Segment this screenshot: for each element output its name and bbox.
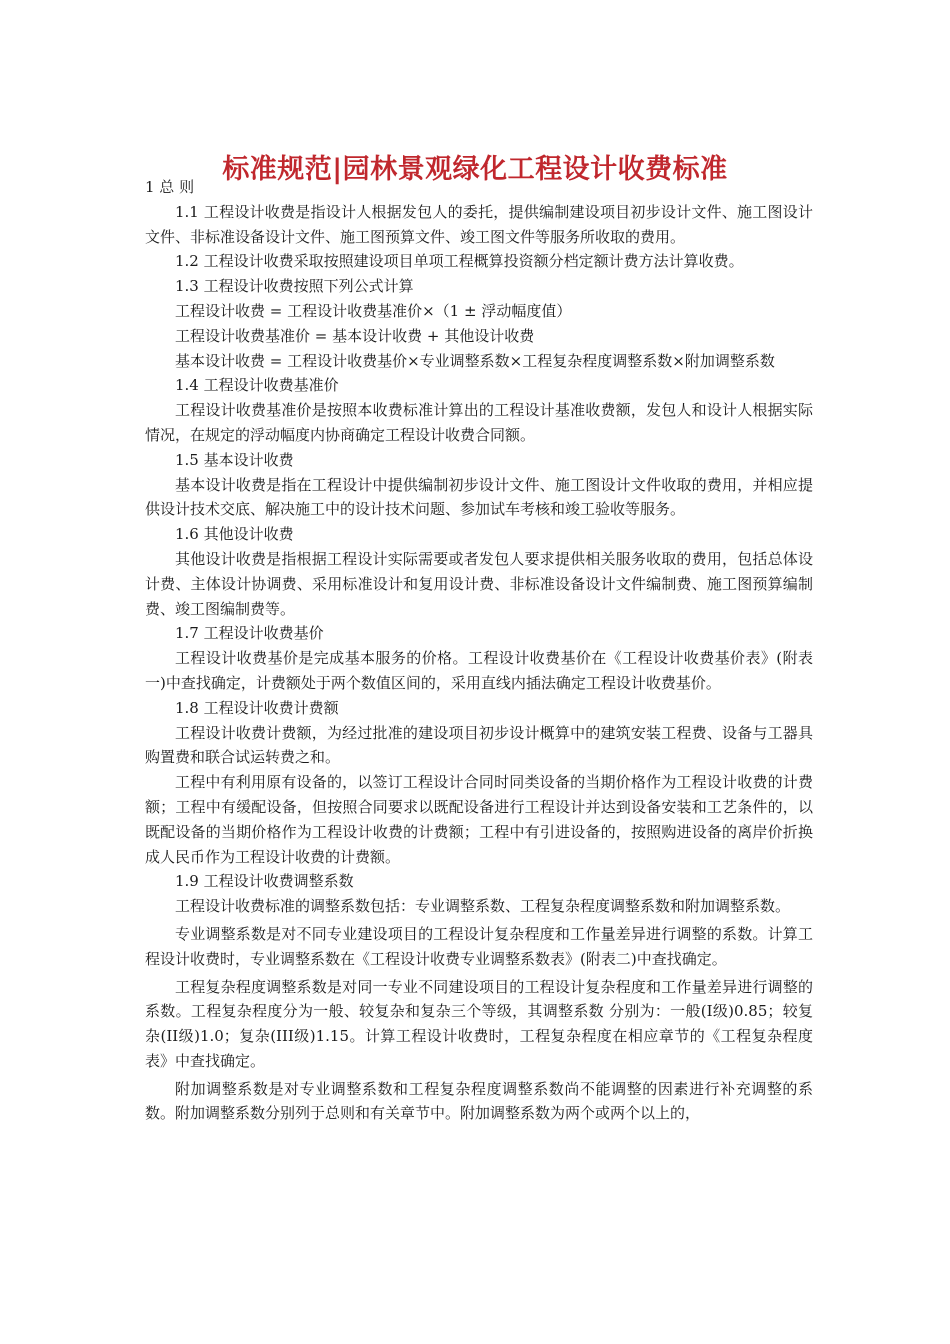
- paragraph: 1.4 工程设计收费基准价: [175, 376, 339, 395]
- paragraph: 1.7 工程设计收费基价: [175, 624, 324, 643]
- paragraph: 附加调整系数是对专业调整系数和工程复杂程度调整系数尚不能调整的因素进行补充调整的系数。附加调整系数分别列于总则和有关章节中。附加调整系数为两个或两个以上的，: [145, 1079, 813, 1123]
- paragraph: 专业调整系数是对不同专业建设项目的工程设计复杂程度和工作量差异进行调整的系数。计算工程设计收费时，专业调整系数在《工程设计收费专业调整系数表》(附表二)中查找确定。: [145, 924, 813, 968]
- document-title: 标准规范|园林景观绿化工程设计收费标准: [222, 154, 728, 186]
- paragraph: 1.2 工程设计收费采取按照建设项目单项工程概算投资额分档定额计费方法计算收费。: [175, 252, 744, 271]
- paragraph: 1.5 基本设计收费: [175, 450, 294, 469]
- paragraph: 工程复杂程度调整系数是对同一专业不同建设项目的工程设计复杂程度和工作量差异进行调整的系数。工程复杂程度分为一般、较复杂和复杂三个等级，其调整系数 分别为：一般(I级)0.85；较复杂(II级)1.0；复杂(III级)1.15。计算工程设计收费时，工程复杂程度在相应章节的《工程复杂程度表》中查找确定。: [145, 977, 813, 1070]
- paragraph: 工程设计收费 = 工程设计收费基准价×（1 ± 浮动幅度值）: [175, 301, 572, 320]
- paragraph: 1.3 工程设计收费按照下列公式计算: [175, 277, 414, 296]
- paragraph: 工程设计收费基准价 = 基本设计收费 + 其他设计收费: [175, 326, 535, 345]
- paragraph: 1 总 则: [145, 178, 195, 196]
- paragraph: 1.8 工程设计收费计费额: [175, 698, 339, 717]
- paragraph: 工程设计收费基准价是按照本收费标准计算出的工程设计基准收费额，发包人和设计人根据实际情况，在规定的浮动幅度内协商确定工程设计收费合同额。: [145, 401, 813, 444]
- paragraph: 基本设计收费是指在工程设计中提供编制初步设计文件、施工图设计文件收取的费用，并相应提供设计技术交底、解决施工中的设计技术问题、参加试车考核和竣工验收等服务。: [145, 475, 813, 519]
- paragraph: 工程设计收费标准的调整系数包括：专业调整系数、工程复杂程度调整系数和附加调整系数。: [175, 897, 791, 916]
- paragraph: 1.1 工程设计收费是指设计人根据发包人的委托，提供编制建设项目初步设计文件、施工图设计文件、非标准设备设计文件、施工图预算文件、竣工图文件等服务所收取的费用。: [145, 202, 813, 246]
- paragraph: 1.9 工程设计收费调整系数: [175, 872, 354, 891]
- paragraph: 工程设计收费计费额，为经过批准的建设项目初步设计概算中的建筑安装工程费、设备与工器具购置费和联合试运转费之和。: [145, 723, 813, 767]
- paragraph: 1.6 其他设计收费: [175, 525, 294, 544]
- paragraph: 工程设计收费基价是完成基本服务的价格。工程设计收费基价在《工程设计收费基价表》(附表一)中查找确定，计费额处于两个数值区间的，采用直线内插法确定工程设计收费基价。: [145, 649, 813, 692]
- paragraph: 其他设计收费是指根据工程设计实际需要或者发包人要求提供相关服务收取的费用，包括总体设计费、主体设计协调费、采用标准设计和复用设计费、非标准设备设计文件编制费、施工图预算编制费、竣工图编制费等。: [145, 549, 813, 618]
- paragraph: 工程中有利用原有设备的，以签订工程设计合同时同类设备的当期价格作为工程设计收费的计费额；工程中有缓配设备，但按照合同要求以既配设备进行工程设计并达到设备安装和工艺条件的，以既配设备的当期价格作为工程设计收费的计费额；工程中有引进设备的，按照购进设备的离岸价折换成人民币作为工程设计收费的计费额。: [145, 773, 813, 866]
- paragraph: 基本设计收费 = 工程设计收费基价×专业调整系数×工程复杂程度调整系数×附加调整系数: [175, 351, 775, 370]
- document-body: [145, 175, 813, 1126]
